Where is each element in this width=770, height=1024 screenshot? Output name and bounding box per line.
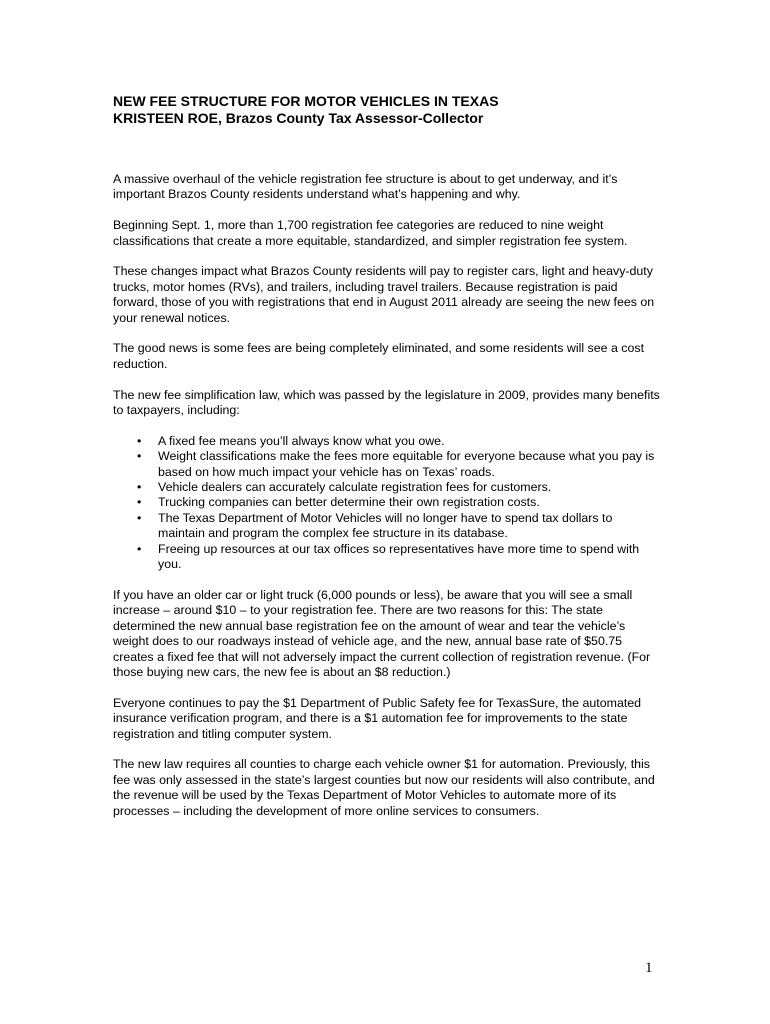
- list-item: [113, 449, 661, 480]
- list-item: [113, 480, 661, 495]
- list-item: [113, 434, 661, 449]
- paragraph: These changes impact what Brazos County residents will pay to register cars, light and heavy-duty trucks, motor homes (RVs), and trailers, including travel trailers. Because registration is paid forward, those of you with registrations that end in August 2011 already are seeing the new fees on your renewal notices.: [113, 264, 655, 325]
- bullet-icon: •: [137, 433, 142, 448]
- list-item-text: Vehicle dealers can accurately calculate registration fees for customers.: [158, 480, 552, 495]
- list-item-text: A fixed fee means you’ll always know what you owe.: [158, 433, 445, 448]
- list-item-text: The Texas Department of Motor Vehicles will no longer have to spend tax dollars to maintain and program the complex fee structure in its database.: [158, 510, 613, 541]
- paragraph: If you have an older car or light truck (6,000 pounds or less), be aware that you will see a small increase – around $10 – to your registration fee. There are two reasons for this: The state determined the new annual base registration fee on the amount of wear and tear the vehicle’s weight does to our roadways instead of vehicle age, and the new, annual base rate of $50.75 creates a fixed fee that will not adversely impact the current collection of registration revenue. (For those buying new cars, the new fee is about an $8 reduction.): [113, 587, 651, 679]
- document-title: [113, 93, 673, 127]
- paragraph: The good news is some fees are being completely eliminated, and some residents will see a cost reduction.: [113, 341, 645, 371]
- paragraph: A massive overhaul of the vehicle registration fee structure is about to get underway, and it’s important Brazos County residents understand what’s happening and why.: [113, 172, 618, 202]
- list-item: [113, 495, 661, 510]
- list-item-text: Weight classifications make the fees more equitable for everyone because what you pay is based on how much impact your vehicle has on Texas’ roads.: [158, 449, 655, 479]
- benefits-list: [113, 434, 661, 573]
- title-headline: NEW FEE STRUCTURE FOR MOTOR VEHICLES IN TEXAS: [113, 93, 499, 109]
- bullet-icon: •: [137, 495, 142, 510]
- document-body: [113, 172, 661, 834]
- bullet-icon: •: [137, 510, 142, 525]
- paragraph: Beginning Sept. 1, more than 1,700 registration fee categories are reduced to nine weight classifications that create a more equitable, standardized, and simpler registration fee system.: [113, 218, 628, 248]
- list-item: [113, 511, 661, 542]
- bullet-icon: •: [137, 449, 142, 464]
- page-number: 1: [645, 960, 653, 976]
- list-item-text: Trucking companies can better determine their own registration costs.: [158, 495, 540, 510]
- paragraph: The new law requires all counties to charge each vehicle owner $1 for automation. Previously, this fee was only assessed in the state’s largest counties but now our residents will also contribute, and the revenue will be used by the Texas Department of Motor Vehicles to automate more of its processes – including the development of more online services to consumers.: [113, 757, 655, 818]
- list-item-text: Freeing up resources at our tax offices so representatives have more time to spend with you.: [158, 541, 640, 572]
- list-item: [113, 542, 661, 573]
- paragraph: The new fee simplification law, which was passed by the legislature in 2009, provides many benefits to taxpayers, including:: [113, 387, 660, 418]
- paragraph: Everyone continues to pay the $1 Department of Public Safety fee for TexasSure, the automated insurance verification program, and there is a $1 automation fee for improvements to the state registration and titling computer system.: [113, 695, 642, 741]
- bullet-icon: •: [137, 541, 142, 556]
- title-byline: KRISTEEN ROE, Brazos County Tax Assessor-Collector: [113, 110, 484, 126]
- bullet-icon: •: [137, 480, 142, 495]
